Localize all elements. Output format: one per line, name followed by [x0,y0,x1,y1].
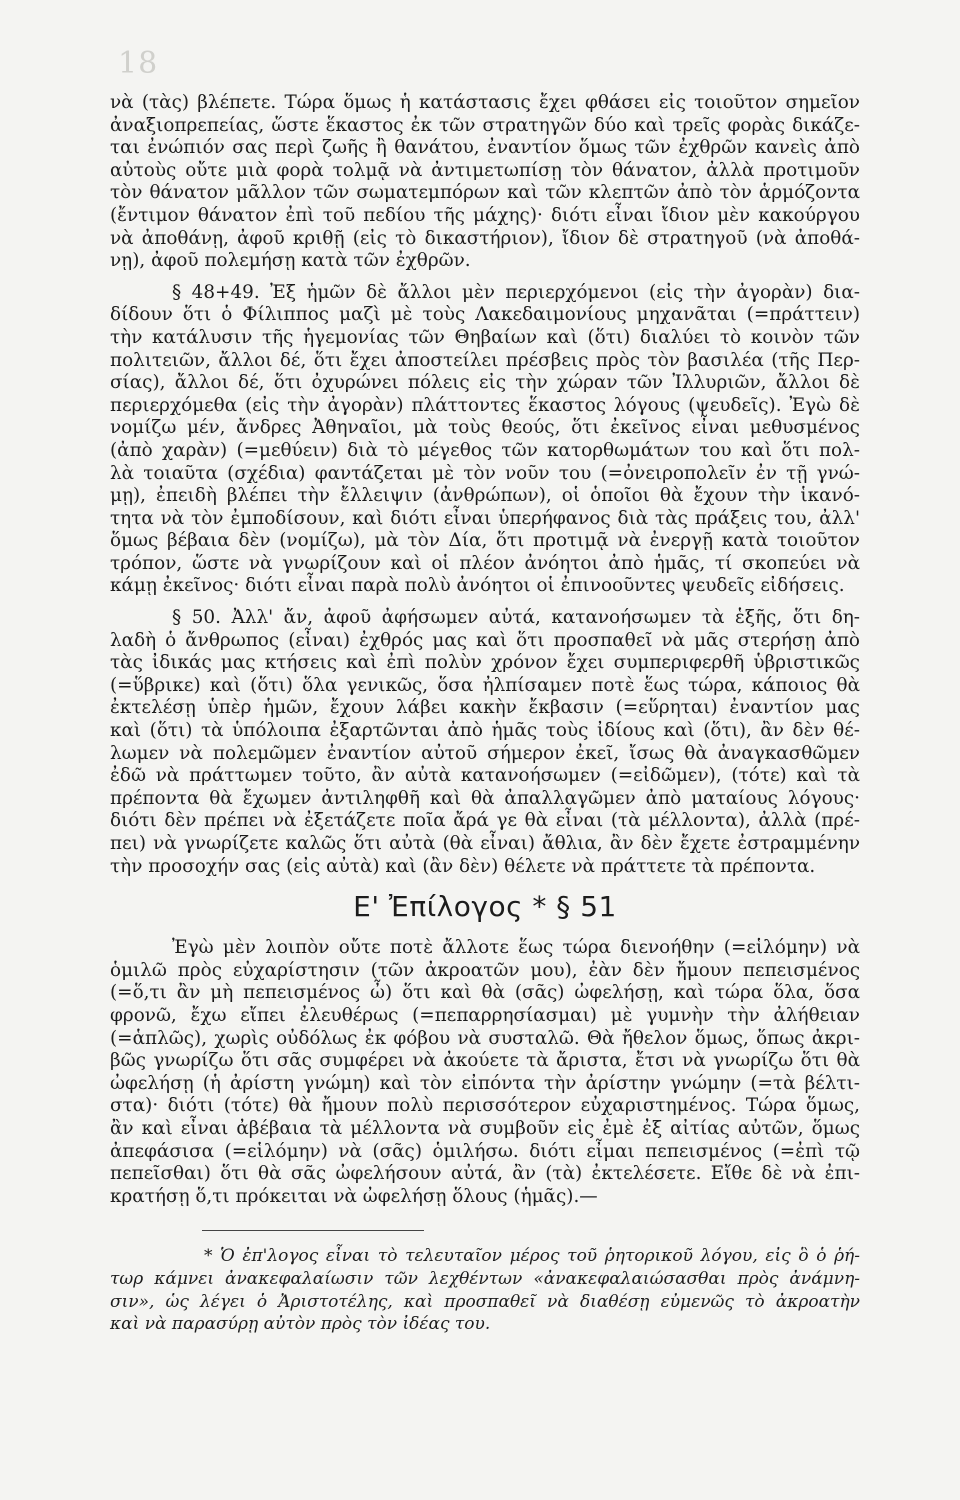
text-line: φρονῶ, ἔχω εἴπει ἐλευθέρως (=πεπαρρησίασμαι) μὲ γυμνὴν τὴν ἀλήθειαν [110,1004,860,1026]
paragraph-3 [110,607,860,878]
text-line: ὠφελήσῃ (ἡ ἀρίστη γνώμη) καὶ τὸν εἰπόντα τὴν ἀρίστην γνώμην (=τὰ βέλτι- [110,1072,860,1094]
text-line: νομίζω μέν, ἄνδρες Ἀθηναῖοι, μὰ τοὺς θεούς, ὅτι ἐκεῖνος εἶναι μεθυσμένος [110,417,860,439]
text-line: ἂν καὶ εἶναι ἀβέβαια τὰ μέλλοντα νὰ συμβοῦν εἰς ἐμὲ ἐξ αἰτίας αὐτῶν, ὅμως [110,1117,860,1139]
text-line: ται ἐνώπιόν σας περὶ ζωῆς ἢ θανάτου, ἐναντίον ὅμως τῶν ἐχθρῶν κανεὶς ἀπὸ [110,137,860,159]
footnote-line: * Ὁ ἐπ'λογος εἶναι τὸ τελευταῖον μέρος τοῦ ῥητορικοῦ λόγου, εἰς ὃ ὁ ῥή- [204,1246,860,1267]
text-line: πολιτειῶν, ἄλλοι δέ, ὅτι ἔχει ἀποστείλει πρέσβεις πρὸς τὸν βασιλέα (τῆς Περ- [110,349,860,371]
text-line: (=ὅ,τι ἂν μὴ πεπεισμένος ὦ) ὅτι καὶ θὰ (σᾶς) ὠφελήσῃ, καὶ τώρα ὅλα, ὅσα [110,982,860,1004]
text-line: περιερχόμεθα (εἰς τὴν ἀγορὰν) πλάττοντες ἕκαστος λόγους (ψευδεῖς). Ἐγὼ δὲ [110,394,860,416]
text-line: (ἔντιμον θάνατον ἐπὶ τοῦ πεδίου τῆς μάχης)· διότι εἶναι ἴδιον μὲν κακούργου [110,204,860,226]
footnote-line: τωρ κάμνει ἀνακεφαλαίωσιν τῶν λεχθέντων «ἀνακεφαλαιώσασθαι πρὸς ἀνάμνη- [110,1268,860,1289]
text-line: διότι δὲν πρέπει νὰ ἐξετάζετε ποῖα ἄρά γε θὰ εἶναι (τὰ μέλλοντα), ἀλλὰ (πρέ- [110,810,860,832]
text-line: τητα νὰ τὸν ἐμποδίσουν, καὶ διότι εἶναι ὑπερήφανος διὰ τὰς πράξεις του, ἀλλ' [110,507,860,529]
section-heading: Ε' Ἐπίλογος * § 51 [353,890,617,924]
page-number: 18 [118,46,159,81]
text-line: σίας), ἄλλοι δέ, ὅτι ὀχυρώνει πόλεις εἰς τὴν χώραν τῶν Ἰλλυριῶν, ἄλλοι δὲ [110,372,860,394]
text-line: § 50. Ἀλλ' ἄν, ἀφοῦ ἀφήσωμεν αὐτά, κατανοήσωμεν τὰ ἑξῆς, ὅτι δη- [172,607,860,629]
text-line: πεπεῖσθαι) ὅτι θὰ σᾶς ὠφελήσουν αὐτά, ἂν (τὰ) ἐκτελέσετε. Εἴθε δὲ νὰ ἐπι- [110,1163,860,1185]
text-line: κρατήσῃ ὅ,τι πρόκειται νὰ ὠφελήσῃ ὅλους (ἡμᾶς).— [110,1185,598,1207]
text-line: βῶς γνωρίζω ὅτι σᾶς συμφέρει νὰ ἀκούετε τὰ ἄριστα, ἔτσι νὰ γνωρίζω ὅτι θὰ [110,1050,860,1072]
epilogue-paragraph [110,937,860,1208]
text-line: ἀναξιοπρεπείας, ὥστε ἕκαστος ἐκ τῶν στρατηγῶν δύο καὶ τρεῖς φορὰς δικάζε- [110,114,860,136]
text-line: τὴν προσοχήν σας (εἰς αὐτὰ) καὶ (ἂν δὲν) θέλετε νὰ πράττετε τὰ πρέποντα. [110,855,816,877]
paragraph-1 [110,92,860,273]
text-line: Ἐγὼ μὲν λοιπὸν οὔτε ποτὲ ἄλλοτε ἕως τώρα διενοήθην (=εἱλόμην) νὰ [172,937,860,959]
text-line: (ἀπὸ χαρὰν) (=μεθύειν) διὰ τὸ μέγεθος τῶν κατορθωμάτων του καὶ ὅτι πολ- [110,439,860,461]
text-line: λαδὴ ὁ ἄνθρωπος (εἶναι) ἐχθρός μας καὶ ὅτι προσπαθεῖ νὰ μᾶς στερήσῃ ἀπὸ [110,629,860,651]
text-line: τὴν κατάλυσιν τῆς ἡγεμονίας τῶν Θηβαίων καὶ (ὅτι) διαλύει τὸ κοινὸν τῶν [110,326,860,348]
document-body [110,92,860,1336]
text-line: ἐδῶ νὰ πράττωμεν τοῦτο, ἂν αὐτὰ κατανοήσωμεν (=εἰδῶμεν), (τότε) καὶ τὰ [110,765,860,787]
text-line: στα)· διότι (τότε) θὰ ἤμουν πολὺ περισσότερον εὐχαριστημένος. Τώρα ὅμως, [110,1095,860,1117]
text-line: (=ὕβρικε) καὶ (ὅτι) ὅλα γενικῶς, ὅσα ἠλπίσαμεν ποτὲ ἕως τώρα, κάποιος θὰ [110,674,860,696]
text-line: κάμῃ ἐκεῖνος· διότι εἶναι παρὰ πολὺ ἀνόητοι οἱ ἐπινοοῦντες ψευδεῖς εἰδήσεις. [110,575,845,597]
text-line: μῃ), ἐπειδὴ βλέπει τὴν ἔλλειψιν (ἀνθρώπων), οἱ ὁποῖοι θὰ ἔχουν τὴν ἱκανό- [110,485,860,507]
footnote [110,1245,860,1335]
text-line: ὁμιλῶ πρὸς εὐχαρίστησιν (τῶν ἀκροατῶν μου), ἐὰν δὲν ἤμουν πεπεισμένος [110,959,860,981]
text-line: ἐκτελέσῃ ὑπὲρ ἡμῶν, ἔχουν λάβει κακὴν ἔκβασιν (=εὕρηται) ἐναντίον μας [110,697,860,719]
text-line: τὸν θάνατον μᾶλλον τῶν σωματεμπόρων καὶ τῶν κλεπτῶν ἀπὸ τὸν ἁρμόζοντα [110,182,860,204]
text-line: νὰ ἀποθάνῃ, ἀφοῦ κριθῇ (εἰς τὸ δικαστήριον), ἴδιον δὲ στρατηγοῦ (νὰ ἀποθά- [110,227,860,249]
text-line: νὰ (τὰς) βλέπετε. Τώρα ὅμως ἡ κατάστασις ἔχει φθάσει εἰς τοιοῦτον σημεῖον [110,92,860,113]
text-line: λὰ τοιαῦτα (σχέδια) φαντάζεται μὲ τὸν νοῦν του (=ὀνειροπολεῖν ἐν τῇ γνώ- [110,462,860,484]
footnote-line: σιν», ὡς λέγει ὁ Ἀριστοτέλης, καὶ προσπαθεῖ νὰ διαθέσῃ εὐμενῶς τὸ ἀκροατὴν [110,1291,860,1312]
text-line: πει) νὰ γνωρίζετε καλῶς ὅτι αὐτὰ (θὰ εἶναι) ἄθλια, ἂν δὲν ἔχετε ἐστραμμένην [110,833,860,854]
text-line: πρέποντα θὰ ἔχωμεν ἀντιληφθῆ καὶ θὰ ἀπαλλαγῶμεν ἀπὸ ματαίους λόγους· [110,787,860,809]
text-line: τρόπον, ὥστε νὰ γνωρίζουν καὶ οἱ πλέον ἀνόητοι ἀπὸ ἡμᾶς, τί σκοπεύει νὰ [110,552,860,574]
text-line: § 48+49. Ἐξ ἡμῶν δὲ ἄλλοι μὲν περιερχόμενοι (εἰς τὴν ἀγορὰν) δια- [172,281,860,303]
text-line: δίδουν ὅτι ὁ Φίλιππος μαζὶ μὲ τοὺς Λακεδαιμονίους μηχανᾶται (=πράττειν) [110,304,860,326]
text-line: τὰς ἰδικάς μας κτήσεις καὶ ἐπὶ πολὺν χρόνον ἔχει συμπεριφερθῆ ὑβριστικῶς [110,652,860,674]
footnote-line: καὶ νὰ παρασύρῃ αὐτὸν πρὸς τὸν ἰδέας του. [110,1314,491,1335]
text-line: ἀπεφάσισα (=εἱλόμην) νὰ (σᾶς) ὁμιλήσω. διότι εἶμαι πεπεισμένος (=ἐπὶ τῷ [110,1140,860,1162]
footnote-separator [202,1230,424,1231]
text-line: νῃ), ἀφοῦ πολεμήσῃ κατὰ τῶν ἐχθρῶν. [110,250,471,272]
text-line: καὶ (ὅτι) τὰ ὑπόλοιπα ἐξαρτῶνται ἀπὸ ἡμᾶς τοὺς ἰδίους καὶ (ὅτι), ἂν δὲν θέ- [110,720,860,742]
text-line: αὐτοὺς οὔτε μιὰ φορὰ τολμᾷ νὰ ἀντιμετωπίσῃ τὸν θάνατον, ἀλλὰ προτιμοῦν [110,159,860,181]
text-line: λωμεν νὰ πολεμῶμεν ἐναντίον αὐτοῦ σήμερον ἐκεῖ, ἴσως θὰ ἀναγκασθῶμεν [110,742,860,764]
paragraph-2 [110,282,860,598]
text-line: (=ἁπλῶς), χωρὶς οὐδόλως ἐκ φόβου νὰ συσταλῶ. Θὰ ἤθελον ὅμως, ὅπως ἀκρι- [110,1027,860,1049]
text-line: ὅμως βέβαια δὲν (νομίζω), μὰ τὸν Δία, ὅτι προτιμᾷ νὰ ἐνεργῇ κατὰ τοιοῦτον [110,530,860,552]
